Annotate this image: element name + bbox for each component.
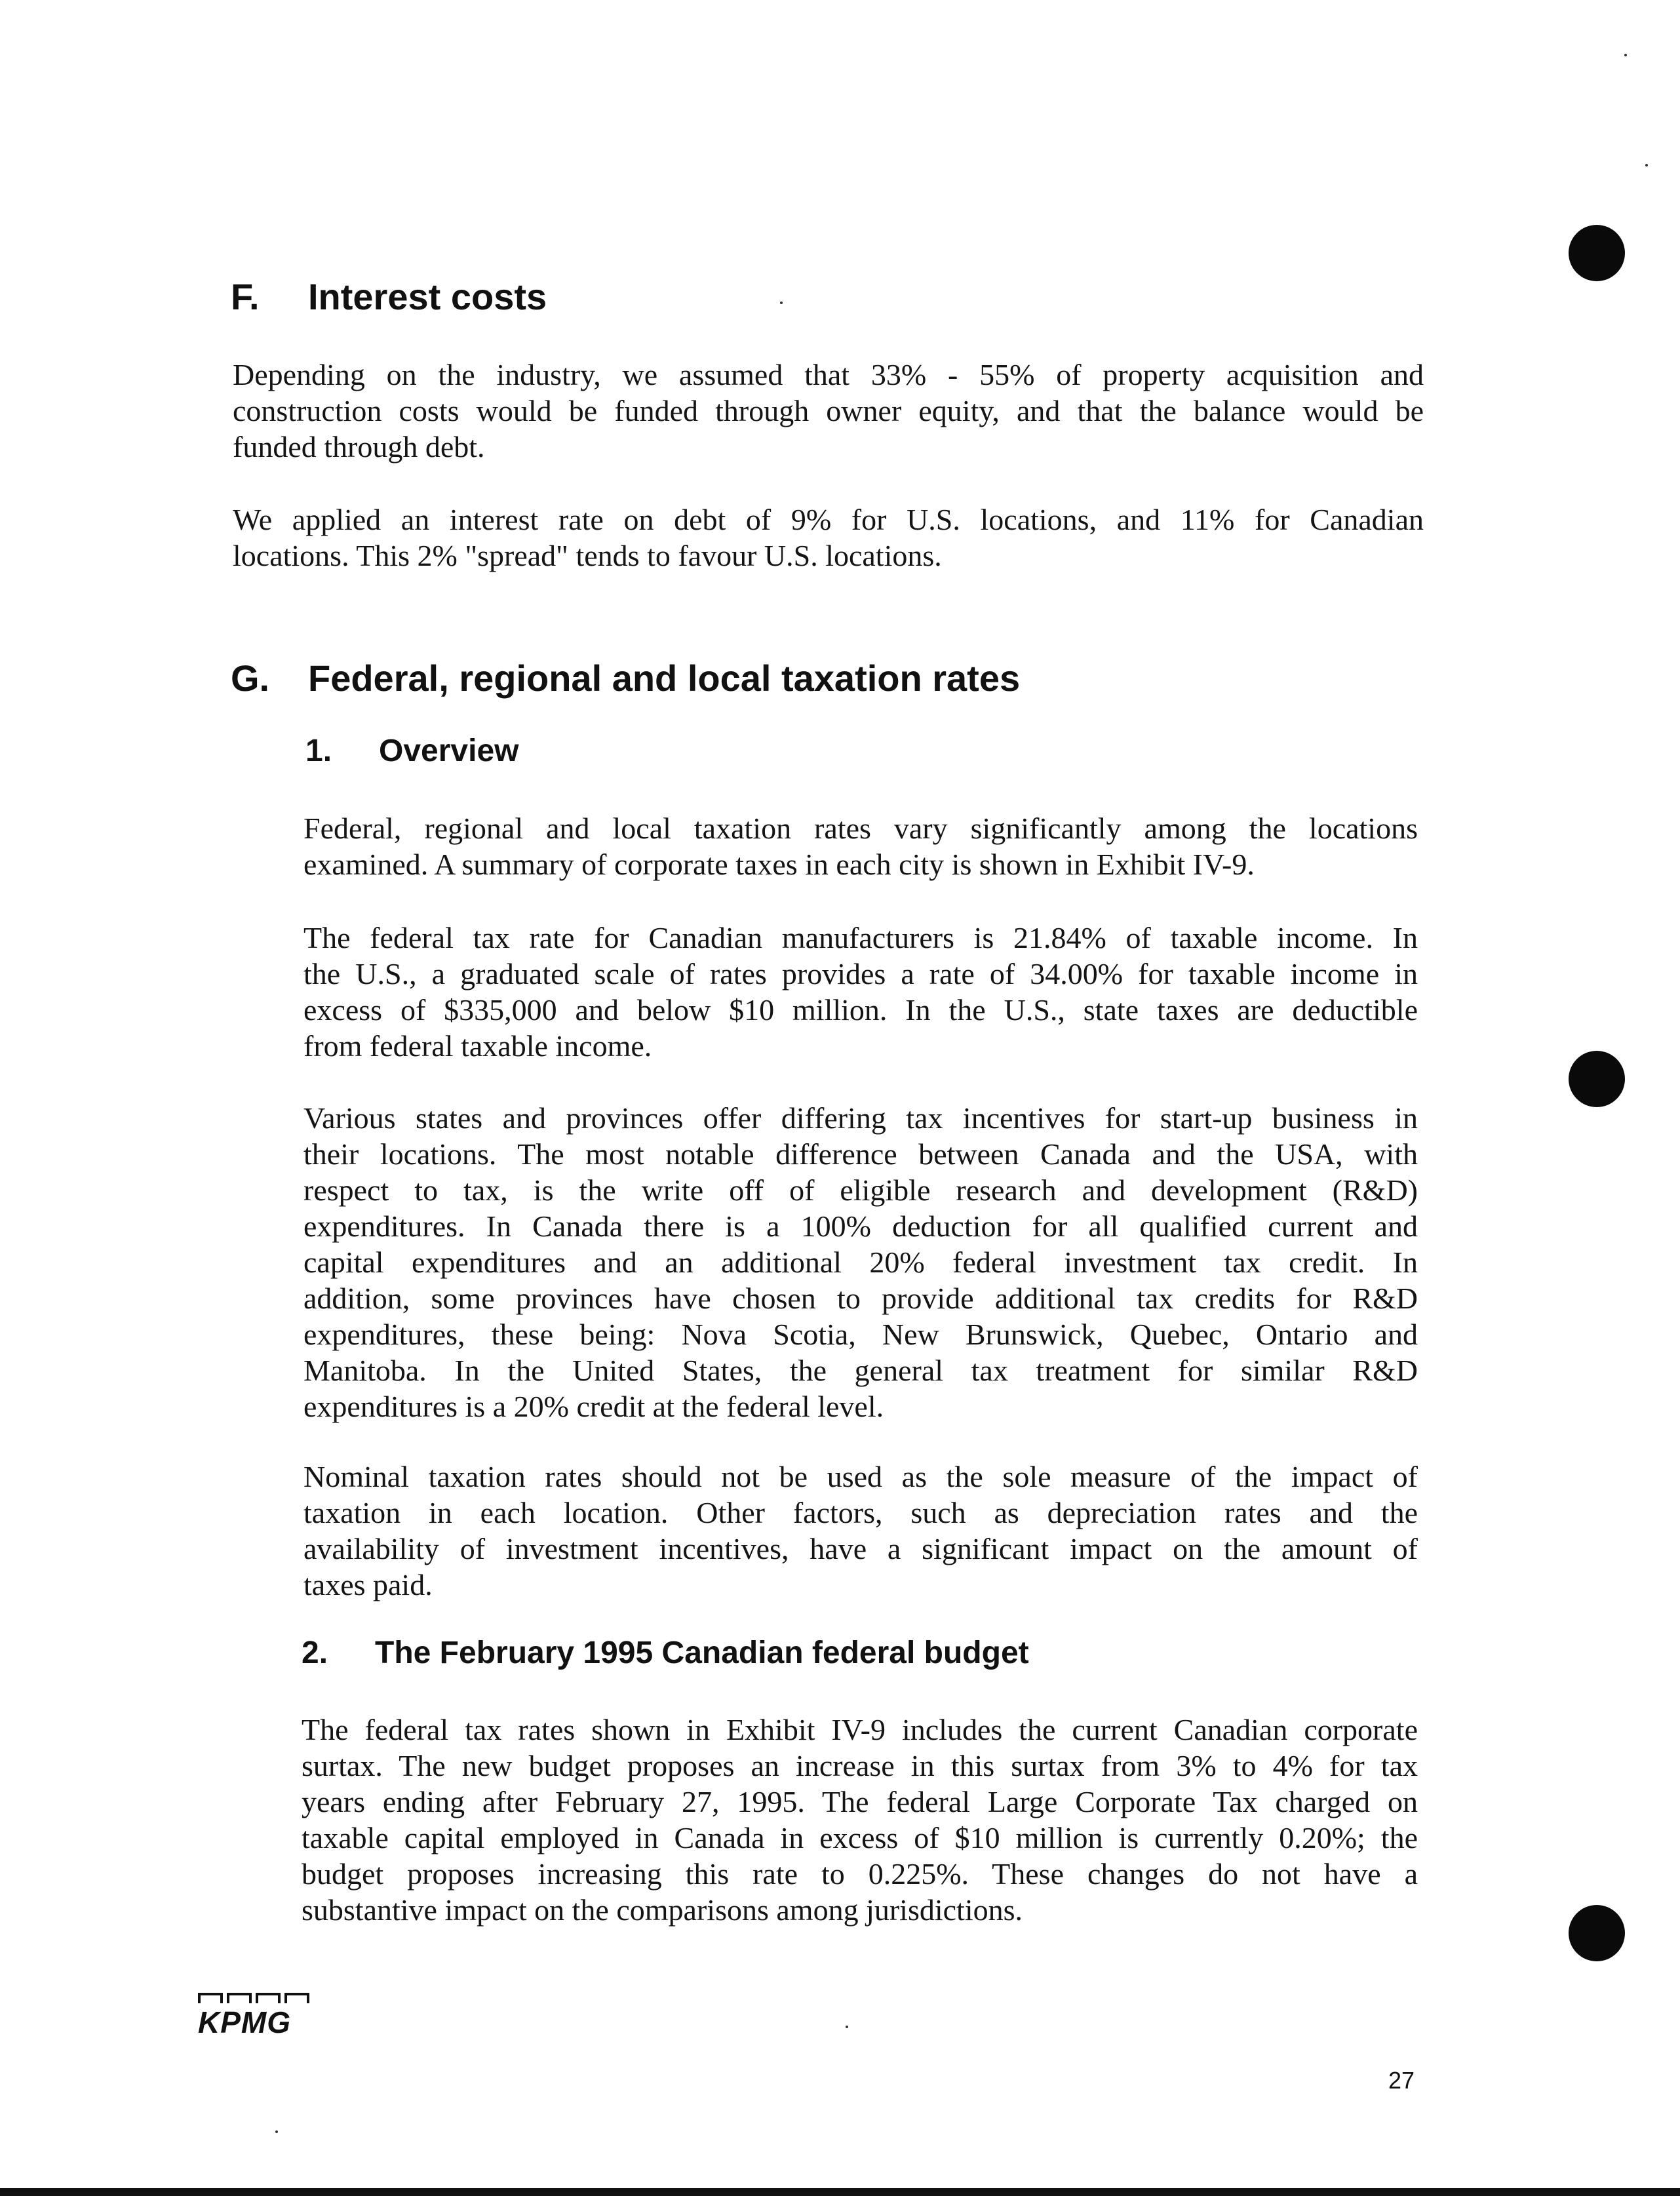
text-line: respect to tax, is the write off of eligible research and development (R&D) — [303, 1173, 1418, 1207]
scan-bottom-edge — [0, 2188, 1680, 2196]
text-line: Various states and provinces offer differing tax incentives for start-up business in — [303, 1101, 1418, 1135]
text-line: taxes paid. — [303, 1568, 433, 1601]
logo-bars-icon — [198, 1993, 309, 2003]
section-f-number: F. — [231, 276, 260, 317]
text-line: taxable capital employed in Canada in excess of $10 million is currently 0.20%; the — [302, 1821, 1418, 1854]
scan-speck — [1624, 54, 1627, 56]
section-g-number: G. — [231, 657, 270, 699]
scan-speck — [780, 302, 783, 304]
subsection-1-number: 1. — [305, 734, 332, 768]
punch-hole-top — [1569, 225, 1625, 281]
punch-hole-bottom — [1569, 1905, 1625, 1961]
scan-speck — [275, 2130, 278, 2133]
text-line: The federal tax rates shown in Exhibit IV-9 includes the current Canadian corporate — [302, 1713, 1418, 1746]
text-line: years ending after February 27, 1995. The federal Large Corporate Tax charged on — [302, 1785, 1418, 1818]
text-line: funded through debt. — [233, 430, 485, 463]
section-f-paragraph-1 — [233, 357, 1424, 465]
page-number: 27 — [1388, 2067, 1415, 2094]
subsection-2-heading — [302, 1635, 1029, 1671]
text-line: from federal taxable income. — [303, 1029, 652, 1063]
overview-paragraph-1 — [303, 810, 1418, 882]
section-f-paragraph-2 — [233, 501, 1424, 574]
text-line: capital expenditures and an additional 20% federal investment tax credit. In — [303, 1245, 1418, 1279]
text-line: expenditures, these being: Nova Scotia, New Brunswick, Quebec, Ontario and — [303, 1318, 1418, 1351]
overview-paragraph-3 — [303, 1100, 1418, 1424]
text-line: The federal tax rate for Canadian manufacturers is 21.84% of taxable income. In — [303, 921, 1418, 954]
section-f-title: Interest costs — [308, 276, 547, 317]
text-line: expenditures. In Canada there is a 100% deduction for all qualified current and — [303, 1209, 1418, 1243]
text-line: their locations. The most notable difference between Canada and the USA, with — [303, 1137, 1418, 1171]
text-line: surtax. The new budget proposes an increase in this surtax from 3% to 4% for tax — [302, 1749, 1418, 1782]
text-line: locations. This 2% "spread" tends to favour U.S. locations. — [233, 539, 942, 572]
text-line: budget proposes increasing this rate to 0.225%. These changes do not have a — [302, 1857, 1418, 1891]
subsection-2-title: The February 1995 Canadian federal budget — [375, 1636, 1029, 1670]
text-line: excess of $335,000 and below $10 million. In the U.S., state taxes are deductible — [303, 993, 1418, 1027]
punch-hole-middle — [1569, 1051, 1625, 1107]
section-f-heading — [231, 275, 547, 318]
subsection-2-number: 2. — [302, 1636, 328, 1670]
text-line: addition, some provinces have chosen to provide additional tax credits for R&D — [303, 1282, 1418, 1315]
text-line: substantive impact on the comparisons among jurisdictions. — [302, 1893, 1023, 1927]
budget-paragraph — [302, 1712, 1418, 1928]
text-line: We applied an interest rate on debt of 9% for U.S. locations, and 11% for Canadian — [233, 503, 1424, 536]
text-line: Depending on the industry, we assumed that 33% - 55% of property acquisition and — [233, 358, 1424, 391]
section-g-heading — [231, 657, 1020, 699]
text-line: construction costs would be funded through owner equity, and that the balance would be — [233, 394, 1424, 427]
subsection-1-heading — [305, 733, 518, 769]
logo-text: KPMG — [198, 2005, 291, 2039]
scan-speck — [1645, 164, 1648, 167]
text-line: taxation in each location. Other factors, such as depreciation rates and the — [303, 1496, 1418, 1529]
text-line: expenditures is a 20% credit at the federal level. — [303, 1390, 884, 1423]
overview-paragraph-2 — [303, 920, 1418, 1064]
text-line: examined. A summary of corporate taxes in each city is shown in Exhibit IV-9. — [303, 848, 1255, 881]
kpmg-logo — [198, 1993, 309, 2040]
text-line: Nominal taxation rates should not be used as the sole measure of the impact of — [303, 1460, 1418, 1493]
text-line: Federal, regional and local taxation rates vary significantly among the locations — [303, 812, 1418, 845]
overview-paragraph-4 — [303, 1459, 1418, 1603]
text-line: availability of investment incentives, have a significant impact on the amount of — [303, 1532, 1418, 1565]
text-line: the U.S., a graduated scale of rates provides a rate of 34.00% for taxable income in — [303, 957, 1418, 990]
subsection-1-title: Overview — [379, 734, 519, 768]
section-g-title: Federal, regional and local taxation rates — [308, 657, 1021, 699]
scan-speck — [846, 2026, 848, 2028]
text-line: Manitoba. In the United States, the general tax treatment for similar R&D — [303, 1354, 1418, 1387]
